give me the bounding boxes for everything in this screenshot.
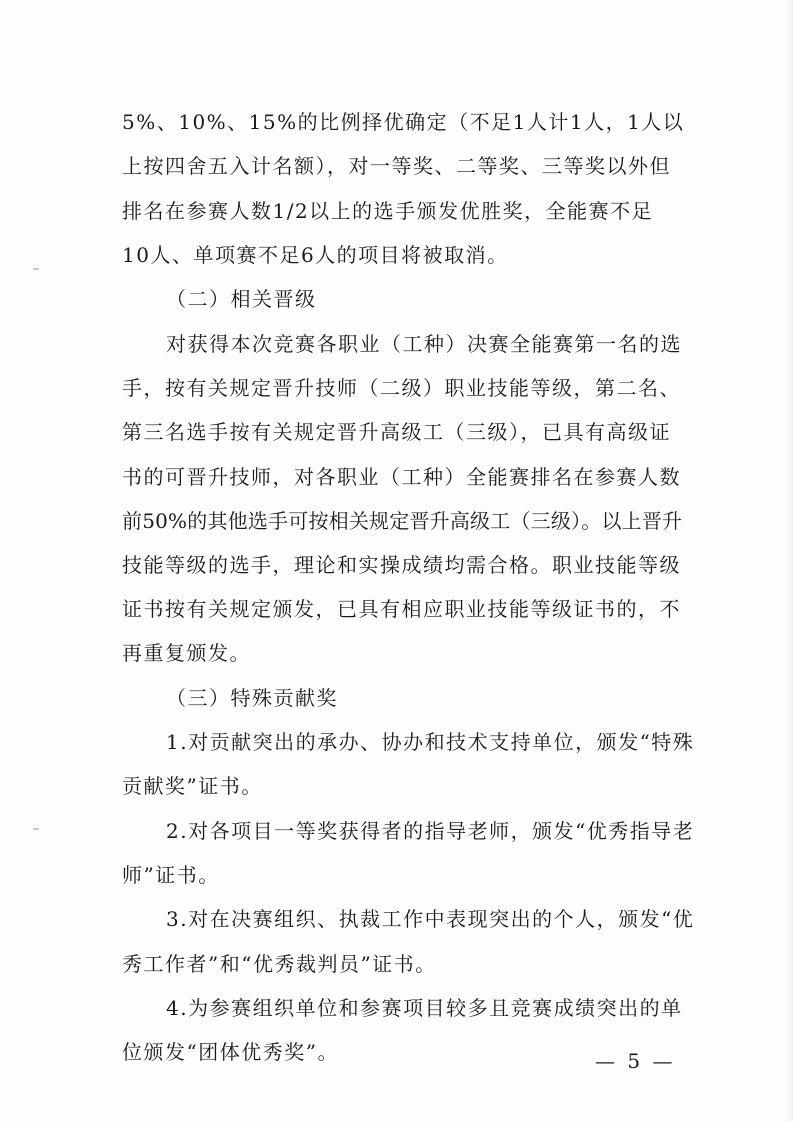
paragraph-line: 贡献奖”证书。 — [122, 774, 263, 798]
paragraph-line: 书的可晋升技师，对各职业（工种）全能赛排名在参赛人数 — [122, 465, 681, 489]
page-edge-shadow — [785, 0, 793, 1121]
paragraph-line: 3.对在决赛组织、执裁工作中表现突出的个人，颁发“优 — [166, 907, 695, 931]
paragraph-line: 秀工作者”和“优秀裁判员”证书。 — [122, 952, 437, 976]
scan-mark — [33, 268, 39, 270]
paragraph-line: 5%、10%、15%的比例择优确定（不足1人计1人，1人以 — [122, 110, 685, 134]
paragraph-line: 位颁发“团体优秀奖”。 — [122, 1040, 339, 1064]
section-heading: （二）相关晋级 — [166, 287, 317, 311]
paragraph-line: 证书按有关规定颁发，已具有相应职业技能等级证书的，不 — [122, 597, 681, 621]
paragraph-line: 师”证书。 — [122, 863, 220, 887]
paragraph-line: 上按四舍五入计名额），对一等奖、二等奖、三等奖以外但 — [122, 154, 671, 178]
scan-mark — [33, 828, 39, 830]
paragraph-line: 手，按有关规定晋升技师（二级）职业技能等级，第二名、 — [122, 376, 681, 400]
paragraph-line: 技能等级的选手，理论和实操成绩均需合格。职业技能等级 — [122, 553, 681, 577]
paragraph-line: 前50%的其他选手可按相关规定晋升高级工（三级）。以上晋升 — [122, 509, 683, 533]
paragraph-line: 第三名选手按有关规定晋升高级工（三级），已具有高级证 — [122, 420, 671, 444]
paragraph-line: 再重复颁发。 — [122, 641, 251, 665]
paragraph-line: 2.对各项目一等奖获得者的指导老师，颁发“优秀指导老 — [166, 819, 695, 843]
page-number: — 5 — — [595, 1049, 676, 1073]
paragraph-line: 对获得本次竞赛各职业（工种）决赛全能赛第一名的选 — [166, 332, 682, 356]
paragraph-line: 1.对贡献突出的承办、协办和技术支持单位，颁发“特殊 — [166, 730, 695, 754]
paragraph-line: 排名在参赛人数1/2以上的选手颁发优胜奖，全能赛不足 — [122, 199, 654, 223]
paragraph-line: 10人、单项赛不足6人的项目将被取消。 — [122, 243, 509, 267]
section-heading: （三）特殊贡献奖 — [166, 686, 338, 710]
paragraph-line: 4.为参赛组织单位和参赛项目较多且竞赛成绩突出的单 — [166, 996, 683, 1020]
